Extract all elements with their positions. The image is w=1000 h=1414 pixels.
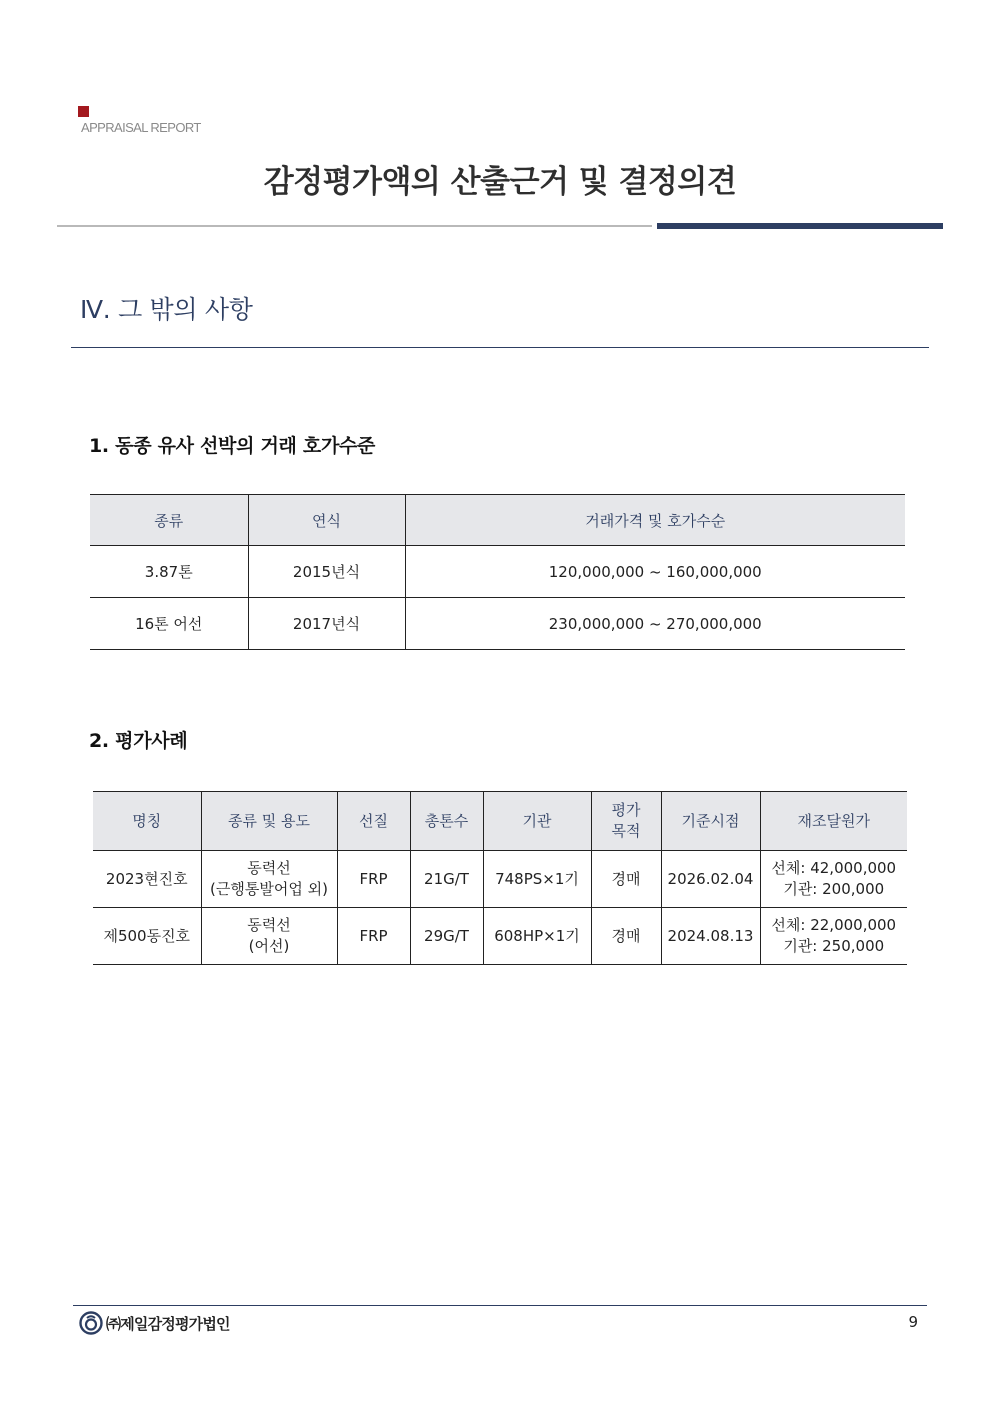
column-header: 총톤수 — [410, 792, 483, 851]
price-level-table — [90, 494, 905, 650]
column-header-line: 평가 — [611, 801, 641, 819]
table-cell: FRP — [337, 851, 410, 908]
table-header-row — [90, 495, 905, 546]
cell-line: 동력선 — [247, 916, 291, 934]
cell-line: (어선) — [248, 937, 290, 955]
table-cell: 2017년식 — [248, 598, 405, 650]
cell-line: 선체: 22,000,000 — [771, 916, 897, 934]
table-cell: 21G/T — [410, 851, 483, 908]
table-row — [93, 851, 907, 908]
table-cell: 경매 — [591, 851, 661, 908]
section-divider — [71, 347, 929, 348]
header-accent-mark — [78, 106, 89, 117]
page-title: 감정평가액의 산출근거 및 결정의견 — [263, 164, 737, 200]
table-cell: 120,000,000 ~ 160,000,000 — [405, 546, 905, 598]
table-cell: 608HP×1기 — [483, 908, 591, 965]
table-cell: 제500동진호 — [93, 908, 201, 965]
table-row — [90, 598, 905, 650]
page-number: 9 — [908, 1313, 918, 1331]
appraisal-cases-table — [93, 791, 907, 965]
cell-line: 기관: 250,000 — [783, 937, 885, 955]
company-logo-icon — [79, 1311, 103, 1335]
column-header: 기관 — [483, 792, 591, 851]
column-header-line: 목적 — [611, 822, 641, 840]
table-cell-type — [201, 851, 337, 908]
table-cell: FRP — [337, 908, 410, 965]
column-header: 명칭 — [93, 792, 201, 851]
cell-line: (근행통발어업 외) — [210, 880, 328, 898]
subsection-title-cases: 2. 평가사례 — [89, 730, 188, 752]
column-header: 종류 — [90, 495, 248, 546]
column-header: 기준시점 — [661, 792, 760, 851]
table-cell: 2023현진호 — [93, 851, 201, 908]
table-cell-cost — [760, 851, 907, 908]
column-header: 재조달원가 — [760, 792, 907, 851]
footer-divider — [73, 1305, 927, 1306]
table-cell: 29G/T — [410, 908, 483, 965]
table-header-row — [93, 792, 907, 851]
column-header: 선질 — [337, 792, 410, 851]
cell-line: 동력선 — [247, 859, 291, 877]
table-cell-type — [201, 908, 337, 965]
table-cell: 230,000,000 ~ 270,000,000 — [405, 598, 905, 650]
footer-company-name: ㈜제일감정평가법인 — [106, 1315, 230, 1333]
table-cell: 경매 — [591, 908, 661, 965]
table-cell-cost — [760, 908, 907, 965]
table-row — [93, 908, 907, 965]
table-cell: 16톤 어선 — [90, 598, 248, 650]
column-header: 거래가격 및 호가수순 — [405, 495, 905, 546]
column-header: 종류 및 용도 — [201, 792, 337, 851]
header-divider-thick — [657, 223, 943, 229]
section-title: Ⅳ. 그 밖의 사항 — [80, 295, 253, 324]
column-header: 연식 — [248, 495, 405, 546]
table-cell: 3.87톤 — [90, 546, 248, 598]
cell-line: 기관: 200,000 — [783, 880, 885, 898]
table-row — [90, 546, 905, 598]
table-cell: 2024.08.13 — [661, 908, 760, 965]
table-cell: 2015년식 — [248, 546, 405, 598]
table-cell: 2026.02.04 — [661, 851, 760, 908]
column-header-purpose — [591, 792, 661, 851]
subsection-title-price-level: 1. 동종 유사 선박의 거래 호가수준 — [89, 435, 376, 457]
cell-line: 선체: 42,000,000 — [771, 859, 897, 877]
header-divider-thin — [57, 225, 652, 227]
table-cell: 748PS×1기 — [483, 851, 591, 908]
report-label: APPRAISAL REPORT — [81, 120, 201, 135]
